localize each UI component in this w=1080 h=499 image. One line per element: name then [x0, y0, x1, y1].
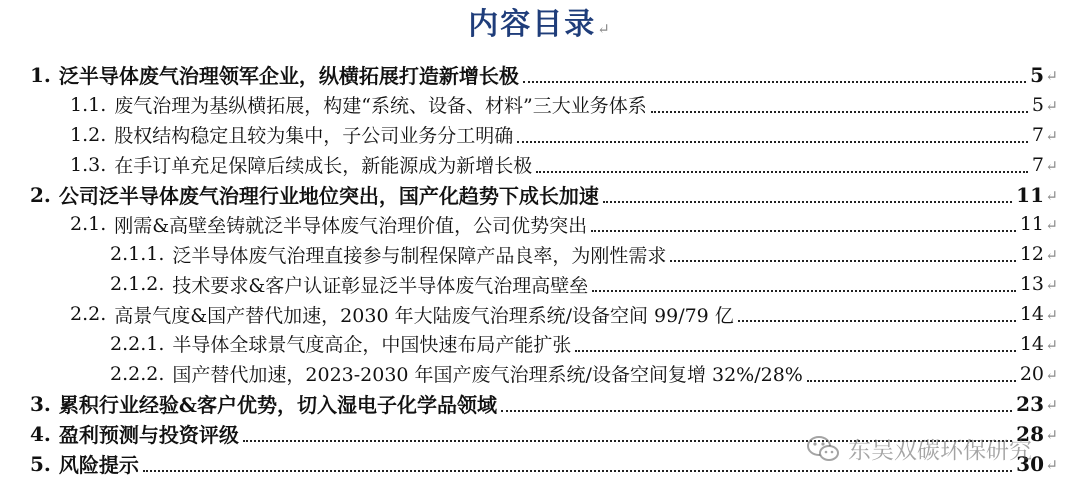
toc-entry[interactable] — [0, 90, 1080, 120]
toc-entry-page-number: 23 — [1016, 391, 1044, 416]
toc-entry-page-number: 7 — [1031, 153, 1044, 176]
dot-leader — [143, 470, 1012, 472]
paragraph-mark-icon: ↵ — [1045, 395, 1058, 414]
paragraph-mark-icon: ↵ — [1045, 305, 1058, 324]
toc-entry-title: 在手订单充足保障后续成长，新能源成为新增长极 — [114, 155, 533, 178]
toc-entry-number: 4. — [30, 421, 51, 446]
toc-entry-page-number: 7 — [1031, 123, 1044, 146]
toc-entry[interactable] — [0, 239, 1080, 269]
toc-entry-title: 泛半导体废气治理直接参与制程保障产品良率，为刚性需求 — [172, 244, 667, 267]
toc-entry[interactable] — [0, 389, 1080, 419]
dot-leader — [592, 290, 1016, 292]
toc-entry[interactable] — [0, 449, 1080, 479]
toc-entry[interactable] — [0, 299, 1080, 329]
toc-entry-title: 股权结构稳定且较为集中，子公司业务分工明确 — [114, 125, 514, 148]
dot-leader — [738, 320, 1016, 322]
toc-entry[interactable] — [0, 419, 1080, 449]
dot-leader — [670, 260, 1015, 262]
paragraph-mark-icon: ↵ — [1045, 455, 1058, 474]
paragraph-mark-icon: ↵ — [1045, 186, 1058, 205]
toc-entry-number: 2. — [30, 182, 51, 207]
toc-entry-page-number: 14 — [1019, 332, 1044, 355]
toc-list — [0, 60, 1080, 478]
paragraph-mark-icon: ↵ — [1045, 425, 1058, 444]
toc-entry[interactable] — [0, 60, 1080, 90]
toc-entry-title: 风险提示 — [58, 453, 139, 478]
toc-entry-page-number: 5 — [1030, 62, 1044, 87]
paragraph-mark-icon: ↵ — [1045, 126, 1058, 145]
toc-entry-number: 1. — [30, 62, 51, 87]
toc-entry-page-number: 14 — [1019, 303, 1044, 326]
dot-leader — [501, 410, 1012, 412]
toc-entry-page-number: 30 — [1016, 451, 1044, 476]
paragraph-mark-icon: ↵ — [1045, 156, 1058, 175]
paragraph-mark-icon: ↵ — [1045, 335, 1058, 354]
toc-entry[interactable] — [0, 150, 1080, 180]
toc-title-text: 内容目录 — [468, 7, 597, 42]
toc-entry-page-number: 12 — [1019, 243, 1044, 266]
toc-entry[interactable] — [0, 329, 1080, 359]
dot-leader — [651, 111, 1028, 113]
toc-entry[interactable] — [0, 269, 1080, 299]
toc-entry-title: 高景气度&国产替代加速，2030 年大陆废气治理系统/设备空间 99/79 亿 — [114, 304, 734, 327]
paragraph-mark-icon: ↵ — [1045, 246, 1058, 265]
dot-leader — [523, 81, 1026, 83]
toc-entry-page-number: 11 — [1016, 182, 1044, 207]
toc-entry-title: 累积行业经验&客户优势，切入湿电子化学品领域 — [58, 393, 497, 418]
toc-entry-number: 2.2.2. — [110, 362, 165, 385]
dot-leader — [591, 230, 1016, 232]
toc-entry-title: 刚需&高壁垒铸就泛半导体废气治理价值，公司优势突出 — [114, 214, 588, 237]
toc-entry-number: 2.2. — [70, 303, 107, 326]
dot-leader — [517, 141, 1028, 143]
toc-entry-number: 2.1.2. — [110, 273, 165, 296]
toc-entry-page-number: 5 — [1031, 93, 1044, 116]
toc-entry-number: 3. — [30, 391, 51, 416]
dot-leader — [243, 440, 1012, 442]
paragraph-mark-icon: ↵ — [1045, 216, 1058, 235]
dot-leader — [575, 350, 1015, 352]
toc-entry-number: 5. — [30, 451, 51, 476]
toc-title — [0, 4, 1080, 50]
paragraph-mark-icon: ↵ — [1045, 66, 1058, 85]
paragraph-mark-icon: ↵ — [1045, 276, 1058, 295]
dot-leader — [807, 380, 1016, 382]
toc-entry-title: 盈利预测与投资评级 — [58, 423, 239, 448]
dot-leader — [536, 171, 1028, 173]
toc-entry-number: 2.2.1. — [110, 332, 165, 355]
toc-entry-title: 废气治理为基纵横拓展，构建“系统、设备、材料”三大业务体系 — [114, 95, 647, 118]
toc-entry-number: 1.3. — [70, 153, 107, 176]
toc-entry-title: 技术要求&客户认证彰显泛半导体废气治理高壁垒 — [172, 274, 589, 297]
paragraph-mark-icon: ↵ — [1045, 365, 1058, 384]
toc-entry[interactable] — [0, 120, 1080, 150]
toc-entry[interactable] — [0, 359, 1080, 389]
watermark-text: 东吴双碳环保研究 — [848, 438, 1032, 464]
toc-entry-page-number: 28 — [1016, 421, 1044, 446]
toc-entry-number: 1.2. — [70, 123, 107, 146]
toc-entry-number: 1.1. — [70, 93, 107, 116]
toc-entry-page-number: 13 — [1019, 273, 1044, 296]
toc-entry-title: 公司泛半导体废气治理行业地位突出，国产化趋势下成长加速 — [58, 184, 599, 208]
toc-entry-number: 2.1. — [70, 213, 107, 236]
toc-entry[interactable] — [0, 180, 1080, 210]
toc-entry-page-number: 11 — [1019, 213, 1044, 236]
toc-entry-title: 半导体全球景气度高企，中国快速布局产能扩张 — [172, 334, 572, 357]
paragraph-mark-icon: ↵ — [1045, 96, 1058, 115]
toc-entry-page-number: 20 — [1019, 362, 1044, 385]
toc-entry-title: 国产替代加速，2023-2030 年国产废气治理系统/设备空间复增 32%/28% — [172, 364, 803, 387]
dot-leader — [603, 201, 1012, 203]
paragraph-mark-icon: ↵ — [597, 20, 612, 38]
toc-entry-title: 泛半导体废气治理领军企业，纵横拓展打造新增长极 — [58, 64, 519, 89]
toc-entry-number: 2.1.1. — [110, 243, 165, 266]
toc-entry[interactable] — [0, 209, 1080, 239]
